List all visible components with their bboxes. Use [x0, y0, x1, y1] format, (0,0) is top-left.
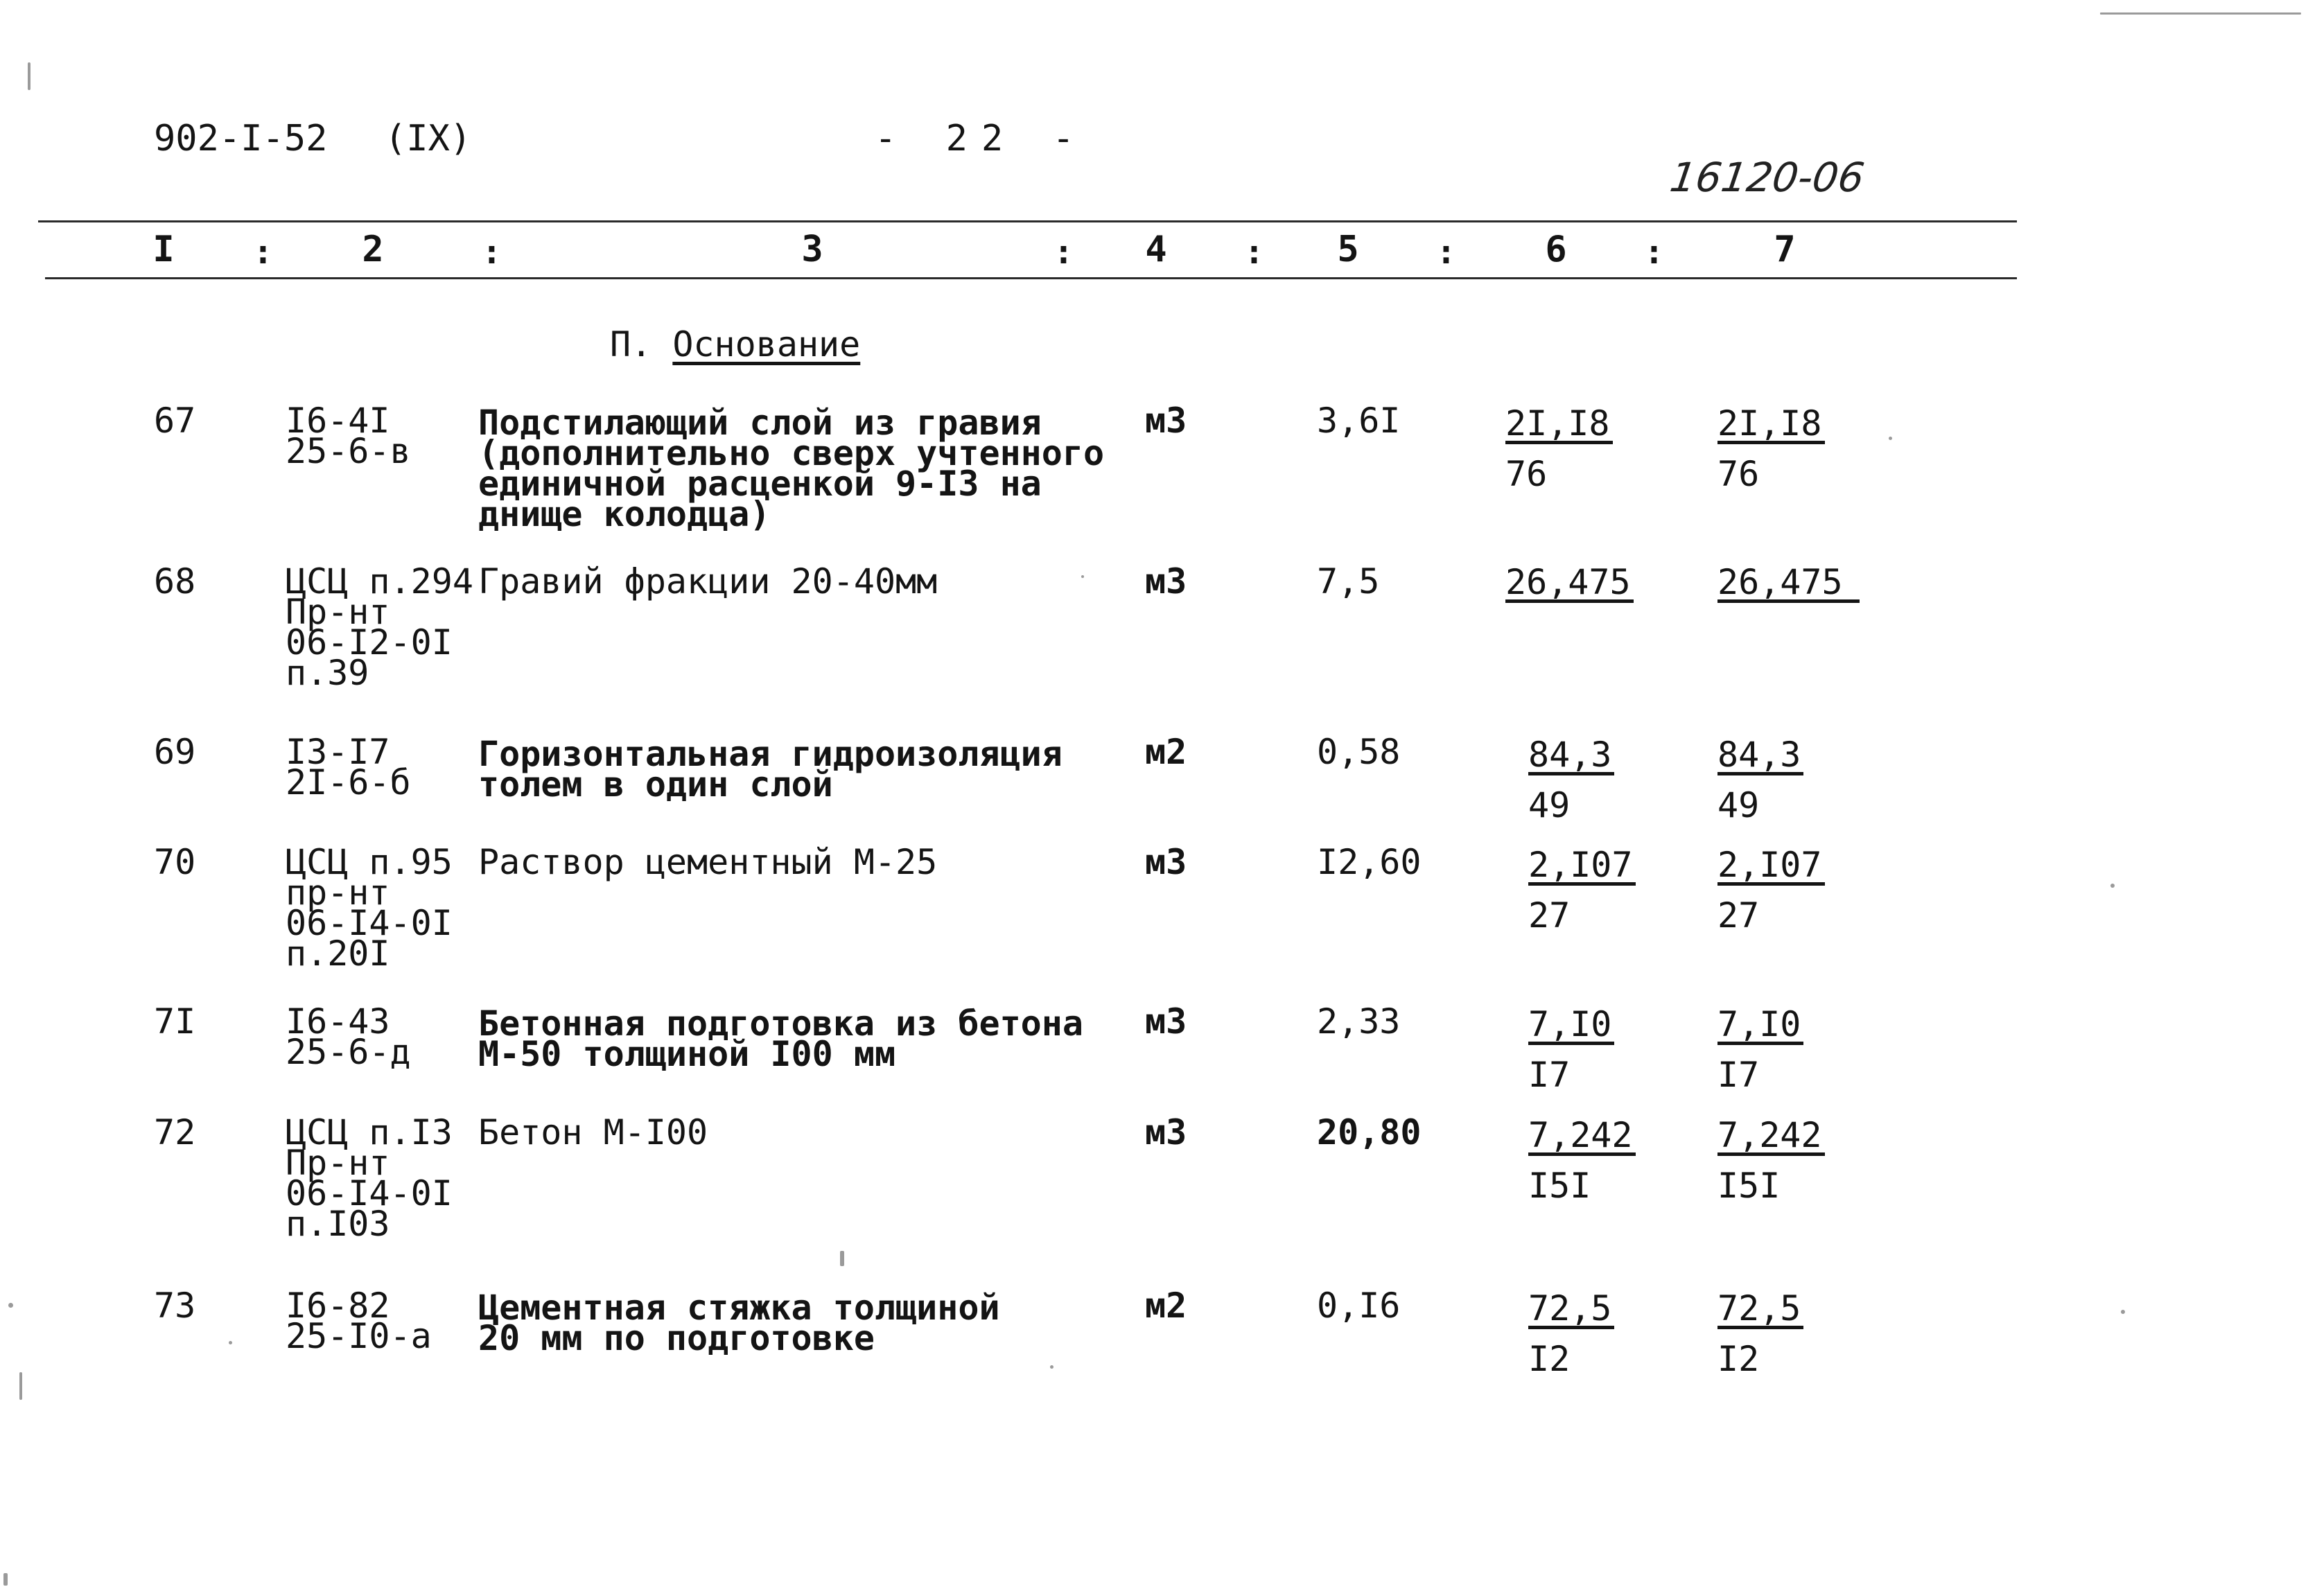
unit-price: [1528, 845, 1636, 936]
scan-artifact: [1889, 437, 1892, 440]
rate-code-line: ЦСЦ п.I3: [286, 1112, 453, 1152]
total-cost-wage: 27: [1717, 895, 1760, 936]
description-line: Гравий фракции 20-40мм: [478, 561, 938, 602]
archive-number-stamp: 16120-06: [1667, 154, 1868, 201]
section-name: Основание: [672, 324, 861, 365]
description-line: толем в один слой: [478, 764, 833, 805]
rate-code-line: I6-82: [286, 1286, 390, 1326]
quantity: 2,33: [1317, 1001, 1401, 1042]
total-cost-value: 26,475: [1717, 566, 1860, 603]
rate-code: [286, 842, 453, 974]
unit: м3: [1145, 1112, 1187, 1152]
rate-code-line: I6-4I: [286, 401, 390, 441]
scan-artifact: [2110, 884, 2115, 888]
column-number-5: 5: [1337, 229, 1359, 270]
unit-price-wage: I7: [1528, 1055, 1571, 1095]
rate-code: [286, 561, 473, 693]
unit-price: [1528, 735, 1614, 825]
column-separator: :: [1436, 233, 1456, 272]
work-description: [478, 842, 938, 882]
rate-code-line: ЦСЦ п.294: [286, 561, 473, 602]
total-cost: [1717, 562, 1860, 603]
row-number: 68: [154, 561, 196, 602]
unit: м2: [1145, 1286, 1187, 1326]
total-cost: [1717, 1115, 1825, 1206]
unit-price: [1505, 403, 1613, 494]
total-cost-wage: I5I: [1717, 1166, 1781, 1206]
scan-artifact: [3, 1573, 8, 1586]
unit-price-value: 7,I0: [1528, 1008, 1614, 1045]
rate-code: [286, 732, 411, 803]
description-line: Бетонная подготовка из бетона: [478, 1003, 1083, 1044]
rate-code-line: п.20I: [286, 933, 390, 974]
work-description: [478, 403, 1105, 534]
quantity: 3,6I: [1317, 401, 1401, 441]
column-number-1: I: [152, 229, 175, 270]
row-number: 69: [154, 732, 196, 772]
unit: м2: [1145, 732, 1187, 772]
quantity: 7,5: [1317, 561, 1380, 602]
row-number: 72: [154, 1112, 196, 1152]
rate-code-line: ЦСЦ п.95: [286, 842, 453, 882]
column-separator: :: [482, 233, 502, 272]
unit-price-wage: I2: [1528, 1339, 1571, 1379]
total-cost-value: 7,I0: [1717, 1008, 1803, 1045]
unit: м3: [1145, 561, 1187, 602]
column-separator: :: [1644, 233, 1664, 272]
rate-code-line: 06-I2-0I: [286, 622, 453, 663]
column-number-6: 6: [1545, 229, 1567, 270]
scan-artifact: [28, 62, 30, 90]
work-description: [478, 561, 938, 602]
rate-code: [286, 1001, 411, 1072]
column-number-3: 3: [801, 229, 823, 270]
rate-code-line: пр-нт: [286, 872, 390, 913]
rate-code-line: Пр-нт: [286, 1143, 390, 1183]
description-line: Подстилающий слой из гравия: [478, 403, 1042, 443]
description-line: единичной расценкой 9-I3 на: [478, 464, 1042, 504]
quantity: 0,58: [1317, 732, 1401, 772]
unit-price-value: 2,I07: [1528, 849, 1636, 886]
unit-price-value: 84,3: [1528, 739, 1614, 775]
total-cost-wage: I7: [1717, 1055, 1760, 1095]
description-line: Цементная стяжка толщиной: [478, 1288, 1000, 1328]
total-cost-value: 7,242: [1717, 1119, 1825, 1156]
unit-price-wage: I5I: [1528, 1166, 1591, 1206]
column-separator: :: [253, 233, 273, 272]
rate-code-line: I3-I7: [286, 732, 390, 772]
description-line: 20 мм по подготовке: [478, 1318, 875, 1358]
rate-code-line: 25-6-в: [286, 431, 411, 471]
rate-code: [286, 1286, 432, 1356]
rate-code-line: 06-I4-0I: [286, 1173, 453, 1213]
quantity: I2,60: [1317, 842, 1422, 882]
description-line: днище колодца): [478, 494, 771, 534]
description-line: Раствор цементный М-25: [478, 842, 938, 882]
unit-price-wage: 49: [1528, 785, 1571, 825]
unit-price: [1528, 1004, 1614, 1095]
rate-code: [286, 1112, 453, 1244]
scan-artifact: [19, 1372, 22, 1400]
total-cost-value: 2,I07: [1717, 849, 1825, 886]
description-line: М-50 толщиной I00 мм: [478, 1034, 896, 1074]
scan-artifact: [229, 1341, 232, 1344]
unit-price: [1505, 562, 1634, 603]
rate-code-line: Пр-нт: [286, 592, 390, 632]
quantity: 20,80: [1317, 1112, 1422, 1152]
total-cost-value: 72,5: [1717, 1292, 1803, 1329]
unit-price-value: 2I,I8: [1505, 407, 1613, 444]
column-separator: :: [1054, 233, 1074, 272]
column-separator: :: [1244, 233, 1264, 272]
unit: м3: [1145, 842, 1187, 882]
scan-artifact: [840, 1251, 844, 1266]
total-cost: [1717, 845, 1825, 936]
scan-artifact: [2100, 12, 2301, 15]
unit-price-wage: 27: [1528, 895, 1571, 936]
work-description: [478, 1288, 1000, 1358]
column-number-4: 4: [1145, 229, 1167, 270]
description-line: Бетон М-I00: [478, 1112, 708, 1152]
unit-price-value: 26,475: [1505, 566, 1634, 603]
unit-price: [1528, 1288, 1614, 1379]
rate-code: [286, 401, 411, 471]
unit-price: [1528, 1115, 1636, 1206]
header-top-rule: [38, 220, 2017, 222]
total-cost-value: 84,3: [1717, 739, 1803, 775]
work-description: [478, 1112, 708, 1152]
work-description: [478, 1003, 1083, 1074]
rate-code-line: 25-6-д: [286, 1032, 411, 1072]
unit: м3: [1145, 1001, 1187, 1042]
column-number-7: 7: [1774, 229, 1796, 270]
header-bottom-rule: [45, 277, 2017, 279]
rate-code-line: 25-I0-а: [286, 1316, 432, 1356]
rate-code-line: п.I03: [286, 1204, 390, 1244]
scan-artifact: [1050, 1365, 1054, 1369]
quantity: 0,I6: [1317, 1286, 1401, 1326]
total-cost-value: 2I,I8: [1717, 407, 1825, 444]
document-code: 902-I-52: [154, 118, 328, 159]
total-cost-wage: 76: [1717, 454, 1760, 494]
total-cost: [1717, 403, 1825, 494]
scan-artifact: [1081, 575, 1084, 578]
page-number: - 22 -: [875, 118, 1088, 159]
total-cost: [1717, 1004, 1803, 1095]
document-part: (IX): [385, 118, 472, 159]
unit-price-value: 72,5: [1528, 1292, 1614, 1329]
rate-code-line: 06-I4-0I: [286, 903, 453, 943]
work-description: [478, 734, 1063, 805]
total-cost-wage: 49: [1717, 785, 1760, 825]
total-cost: [1717, 1288, 1803, 1379]
row-number: 73: [154, 1286, 196, 1326]
unit-price-value: 7,242: [1528, 1119, 1636, 1156]
description-line: (дополнительно сверх учтенного: [478, 433, 1105, 473]
scan-artifact: [8, 1303, 13, 1308]
unit: м3: [1145, 401, 1187, 441]
rate-code-line: п.39: [286, 653, 369, 693]
row-number: 7I: [154, 1001, 196, 1042]
description-line: Горизонтальная гидроизоляция: [478, 734, 1063, 774]
rate-code-line: I6-43: [286, 1001, 390, 1042]
row-number: 70: [154, 842, 196, 882]
total-cost: [1717, 735, 1803, 825]
unit-price-wage: 76: [1505, 454, 1548, 494]
section-prefix: П.: [610, 324, 652, 365]
total-cost-wage: I2: [1717, 1339, 1760, 1379]
scan-artifact: [2121, 1310, 2125, 1314]
section-title: [610, 324, 860, 365]
column-number-2: 2: [362, 229, 384, 270]
row-number: 67: [154, 401, 196, 441]
rate-code-line: 2I-6-б: [286, 762, 411, 803]
